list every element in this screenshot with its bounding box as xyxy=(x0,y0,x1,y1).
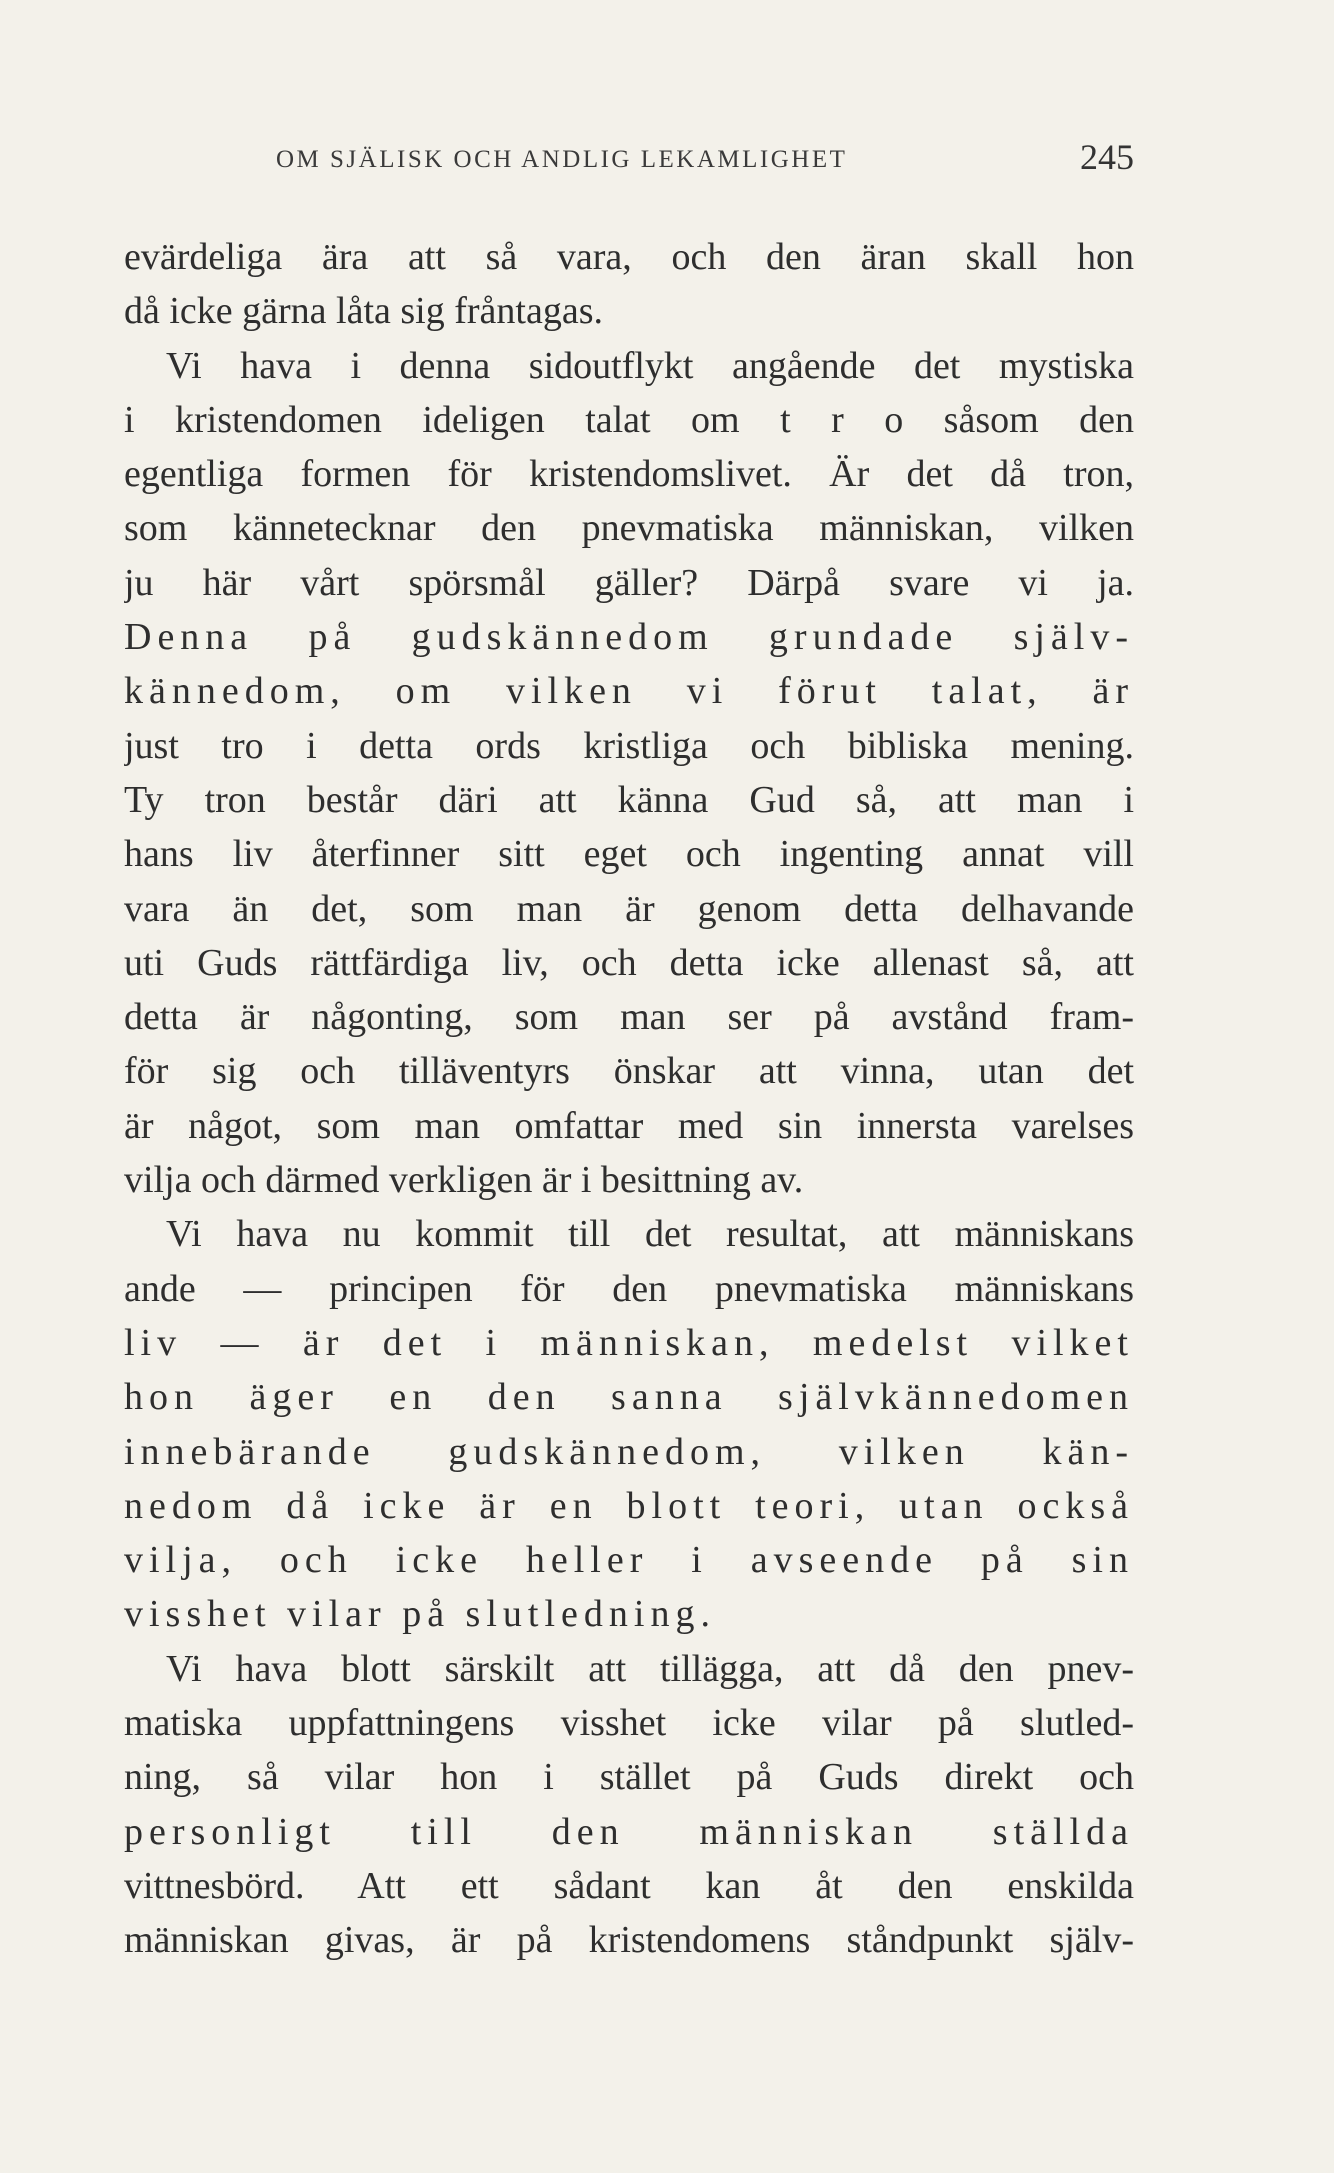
text-line: Denna på gudskännedom grundade själv- xyxy=(124,616,1134,659)
text-line: matiska uppfattningens visshet icke vilar på slutled- xyxy=(124,1702,1134,1745)
page-number: 245 xyxy=(1080,137,1134,177)
text-line: evärdeliga ära att så vara, och den äran skall hon xyxy=(124,236,1134,278)
page-header xyxy=(124,130,1134,190)
text-line: liv — är det i människan, medelst vilket xyxy=(124,1321,1134,1364)
text-line: människan givas, är på kristendomens ståndpunkt själv- xyxy=(124,1919,1134,1962)
text-line: vittnesbörd. Att ett sådant kan åt den enskilda xyxy=(124,1864,1134,1907)
text-line: innebärande gudskännedom, vilken kän- xyxy=(124,1430,1134,1473)
text-line: Vi hava i denna sidoutflykt angående det mystiska xyxy=(166,344,1134,387)
text-line: vilja, och icke heller i avseende på sin xyxy=(124,1539,1134,1582)
text-line: Ty tron består däri att känna Gud så, att man i xyxy=(124,778,1134,821)
text-line: då icke gärna låta sig fråntagas. xyxy=(124,290,603,333)
text-line: vilja och därmed verkligen är i besittning av. xyxy=(124,1159,804,1202)
text-line: kännedom, om vilken vi förut talat, är xyxy=(124,670,1134,713)
running-head: OM SJÄLISK OCH ANDLIG LEKAMLIGHET xyxy=(276,146,848,173)
text-line: i kristendomen ideligen talat om t r o såsom den xyxy=(124,398,1134,441)
text-line: Vi hava nu kommit till det resultat, att människans xyxy=(166,1213,1134,1256)
text-line: personligt till den människan ställda xyxy=(124,1810,1134,1853)
text-line: ande — principen för den pnevmatiska människans xyxy=(124,1267,1134,1310)
text-line: ju här vårt spörsmål gäller? Därpå svare vi ja. xyxy=(124,561,1134,604)
text-line: visshet vilar på slutledning. xyxy=(124,1593,716,1636)
text-line: är något, som man omfattar med sin innersta varelses xyxy=(124,1104,1134,1147)
text-line: just tro i detta ords kristliga och bibliska mening. xyxy=(124,724,1134,767)
text-line: hans liv återfinner sitt eget och ingenting annat vill xyxy=(124,833,1134,876)
text-line: vara än det, som man är genom detta delhavande xyxy=(124,887,1134,930)
text-line: uti Guds rättfärdiga liv, och detta icke allenast så, att xyxy=(124,941,1134,984)
text-line: egentliga formen för kristendomslivet. Är det då tron, xyxy=(124,453,1134,496)
text-line: Vi hava blott särskilt att tillägga, att då den pnev- xyxy=(166,1647,1134,1690)
text-line: för sig och tilläventyrs önskar att vinna, utan det xyxy=(124,1050,1134,1093)
text-line: hon äger en den sanna självkännedomen xyxy=(124,1376,1134,1419)
text-line: som kännetecknar den pnevmatiska människan, vilken xyxy=(124,507,1134,550)
text-line: nedom då icke är en blott teori, utan också xyxy=(124,1484,1134,1527)
body-text xyxy=(124,230,1134,1968)
text-line: detta är någonting, som man ser på avstånd fram- xyxy=(124,996,1134,1039)
text-line: ning, så vilar hon i stället på Guds direkt och xyxy=(124,1756,1134,1799)
